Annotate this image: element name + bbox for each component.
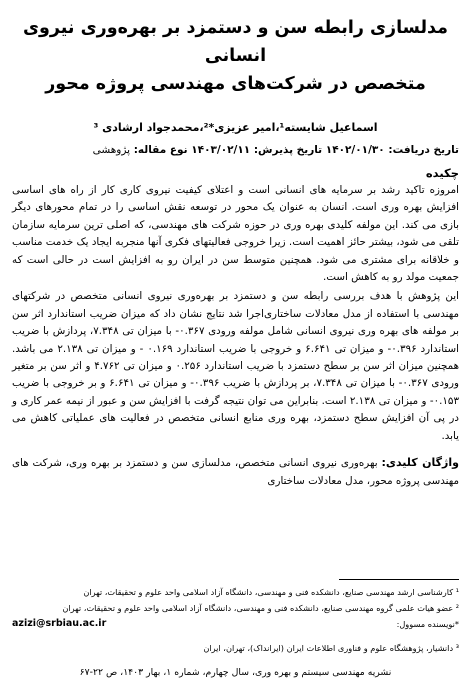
authors-line: اسماعیل شایسته¹،امیر عزیزی*²،محمدجواد ارشادی ³ xyxy=(93,121,378,134)
abstract-body xyxy=(12,182,459,445)
footnote-divider xyxy=(339,579,459,580)
abstract-heading: چکیده xyxy=(425,166,459,180)
corresponding-author-row xyxy=(12,616,459,632)
journal-footer: نشریه مهندسی سیستم و بهره وری، سال چهارم، شماره ۱، بهار ۱۴۰۳، ص ۲۲-۶۷ xyxy=(79,667,392,678)
corresponding-author-label: *نویسنده مسوول: xyxy=(396,619,459,629)
dates-line xyxy=(12,143,459,158)
footnotes xyxy=(12,584,459,656)
abstract-paragraph-1: امروزه تاکید رشد بر سرمایه های انسانی است و اعتلای کیفیت نیروی کاری کار از راه های اساسی افزایش بهره وری است. انسان به عنوان یک محور در توسعه نقش اساسی را در تمام محورهای دیگر بازی می کند. این مولفه کلیدی بهره وری در حوزه شرکت های مهندسی، که اصلی ترین سرمایه سازمان تلقی می شود، بیشتر حائز اهمیت است. زیرا خروجی فعالیتهای فکری آنها منجربه ایجاد یک خدمت مناسب و خلاقانه برای مشتری می شود. همچنین متوسط سن در ایران رو به افزایش است در حالی است که جمعیت مولد رو به کاهش است. xyxy=(12,184,459,284)
keywords-label: واژگان کلیدی: xyxy=(381,456,459,470)
footnote-2: ² عضو هیات علمی گروه مهندسی صنایع، دانشکده فنی و مهندسی، دانشگاه آزاد اسلامی واحد علوم و تحقیقات، تهران xyxy=(62,603,459,613)
keywords-block xyxy=(12,454,459,490)
dates-text: تاریخ دریافت: ۱۴۰۲/۰۱/۳۰ تاریخ پذیرش: ۱۴۰۳/۰۲/۱۱ نوع مقاله: xyxy=(133,144,459,156)
title-line-2: متخصص در شرکت‌های مهندسی پروژه محور xyxy=(45,74,426,94)
abstract-paragraph-2: این پژوهش با هدف بررسی رابطه سن و دستمزد بر بهره‌وری نیروی انسانی متخصص در شرکتهای مهندسی با استفاده از مدل معادلات ساختاری‌اجرا شد نتایج نشان داد که میزان ضریب استاندارد اثر سن بر مولفه های بهره وری نیروی انسانی شامل مولفه ورودی ۰.۳۶۷- با میزان تی ۷.۳۴۸، پردازش با ضریب استاندارد ۰.۳۹۶- و میزان تی ۶.۶۴۱ و خروجی با ضریب استاندارد ۰.۱۶۹ - و میزان تی ۲.۱۳۸ می باشد. همچنین میزان اثر سن بر سطح دستمزد با ضریب استاندارد ۰.۲۵۶ و میزان تی ۴.۷۶۲ و اثر سن بر متغیر ورودی ۰.۳۶۷- با میزان تی ۷.۳۴۸، بر پردازش با ضریب ۰.۳۹۶- و میزان تی ۶.۶۴۱ و بر خروجی با ضریب ۰.۱۵۳- و میزان تی ۲.۱۳۸ است. بنابراین می توان نتیجه گرفت با افزایش سن و عبور از نیمه عمر کاری و در پی آن افزایش سطح دستمزد، بهره وری منابع انسانی متخصص در فعالیت های عملیاتی کاهش می یابد. xyxy=(12,290,460,442)
article-type: پژوهشی xyxy=(92,144,131,156)
title-line-1: مدلسازی رابطه سن و دستمزد بر بهره‌وری نیروی انسانی xyxy=(22,18,449,66)
keywords-text: بهره‌وری نیروی انسانی متخصص، مدلسازی سن و دستمزد بر بهره وری، شرکت های مهندسی پروژه محور، مدل معادلات ساختاری xyxy=(12,457,459,487)
footnote-3: ³ دانشیار، پژوهشگاه علوم و فناوری اطلاعات ایران (ایرانداک)، تهران، ایران xyxy=(203,643,459,653)
paper-title xyxy=(12,14,459,98)
paper-page xyxy=(0,14,471,696)
author-email-link[interactable]: azizi@srbiau.ac.ir xyxy=(12,618,107,629)
footnote-1: ¹ کارشناسی ارشد مهندسی صنایع، دانشکده فنی و مهندسی، دانشگاه آزاد اسلامی واحد علوم و تحقیقات، تهران xyxy=(83,587,459,597)
